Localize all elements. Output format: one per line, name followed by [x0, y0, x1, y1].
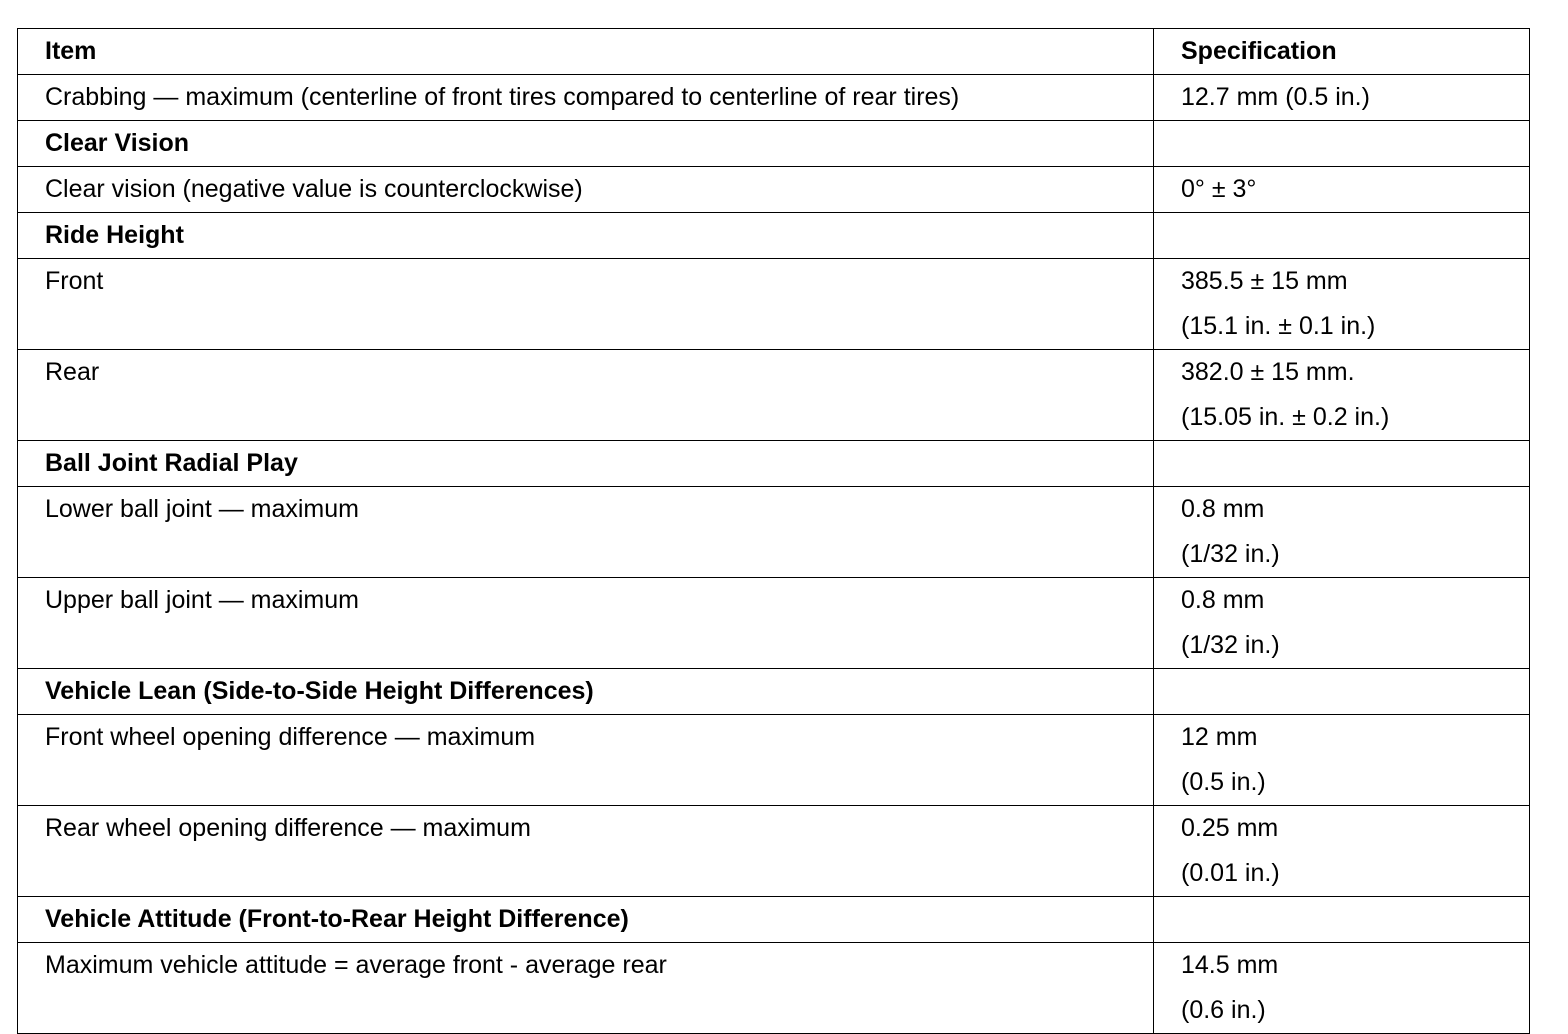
table-row	[18, 806, 1530, 897]
item-cell: Front	[18, 259, 1154, 350]
spec-value-metric: 14.5 mm	[1181, 951, 1279, 979]
item-cell: Lower ball joint — maximum	[18, 487, 1154, 578]
item-cell: Clear vision (negative value is counterclockwise)	[18, 167, 1154, 213]
specification-table	[17, 28, 1530, 1034]
spec-cell	[1154, 715, 1530, 806]
spec-cell	[1154, 350, 1530, 441]
spec-value-metric: 385.5 ± 15 mm	[1181, 267, 1348, 295]
spec-cell-empty	[1154, 897, 1530, 943]
item-cell: Rear	[18, 350, 1154, 441]
spec-value-metric: 0.8 mm	[1181, 586, 1265, 614]
item-cell: Maximum vehicle attitude = average front - average rear	[18, 943, 1154, 1034]
spec-cell	[1154, 75, 1530, 121]
spec-value-imperial: (0.6 in.)	[1181, 996, 1266, 1024]
spec-value-imperial: (15.1 in. ± 0.1 in.)	[1181, 312, 1376, 340]
spec-cell	[1154, 259, 1530, 350]
section-heading: Ball Joint Radial Play	[18, 441, 1154, 487]
spec-value-imperial: (0.5 in.)	[1181, 768, 1266, 796]
header-item-cell: Item	[18, 29, 1154, 75]
section-heading: Ride Height	[18, 213, 1154, 259]
table-row	[18, 578, 1530, 669]
table-row	[18, 75, 1530, 121]
spec-value-metric: 0.8 mm	[1181, 495, 1265, 523]
spec-value-metric: 0.25 mm	[1181, 814, 1279, 842]
spec-cell	[1154, 943, 1530, 1034]
spec-cell	[1154, 167, 1530, 213]
item-cell: Rear wheel opening difference — maximum	[18, 806, 1154, 897]
item-cell: Crabbing — maximum (centerline of front tires compared to centerline of rear tires)	[18, 75, 1154, 121]
section-row	[18, 441, 1530, 487]
section-row	[18, 121, 1530, 167]
section-heading: Vehicle Lean (Side-to-Side Height Differences)	[18, 669, 1154, 715]
spec-cell	[1154, 578, 1530, 669]
table-row	[18, 487, 1530, 578]
spec-cell	[1154, 806, 1530, 897]
spec-cell-empty	[1154, 121, 1530, 167]
table-header-row	[18, 29, 1530, 75]
section-row	[18, 669, 1530, 715]
spec-value-metric: 12 mm	[1181, 723, 1258, 751]
item-cell: Front wheel opening difference — maximum	[18, 715, 1154, 806]
header-specification-cell: Specification	[1154, 29, 1530, 75]
spec-value: 0° ± 3°	[1181, 175, 1257, 203]
spec-value-imperial: (15.05 in. ± 0.2 in.)	[1181, 403, 1390, 431]
section-heading: Clear Vision	[18, 121, 1154, 167]
item-cell: Upper ball joint — maximum	[18, 578, 1154, 669]
spec-cell	[1154, 487, 1530, 578]
spec-value: 12.7 mm (0.5 in.)	[1181, 83, 1370, 111]
spec-cell-empty	[1154, 669, 1530, 715]
table-row	[18, 259, 1530, 350]
spec-value-imperial: (1/32 in.)	[1181, 540, 1280, 568]
section-row	[18, 213, 1530, 259]
table-row	[18, 167, 1530, 213]
section-heading: Vehicle Attitude (Front-to-Rear Height Difference)	[18, 897, 1154, 943]
table-row	[18, 943, 1530, 1034]
section-row	[18, 897, 1530, 943]
spec-value-imperial: (0.01 in.)	[1181, 859, 1280, 887]
spec-cell-empty	[1154, 213, 1530, 259]
spec-value-imperial: (1/32 in.)	[1181, 631, 1280, 659]
table-row	[18, 350, 1530, 441]
spec-value-metric: 382.0 ± 15 mm.	[1181, 358, 1355, 386]
table-row	[18, 715, 1530, 806]
spec-cell-empty	[1154, 441, 1530, 487]
